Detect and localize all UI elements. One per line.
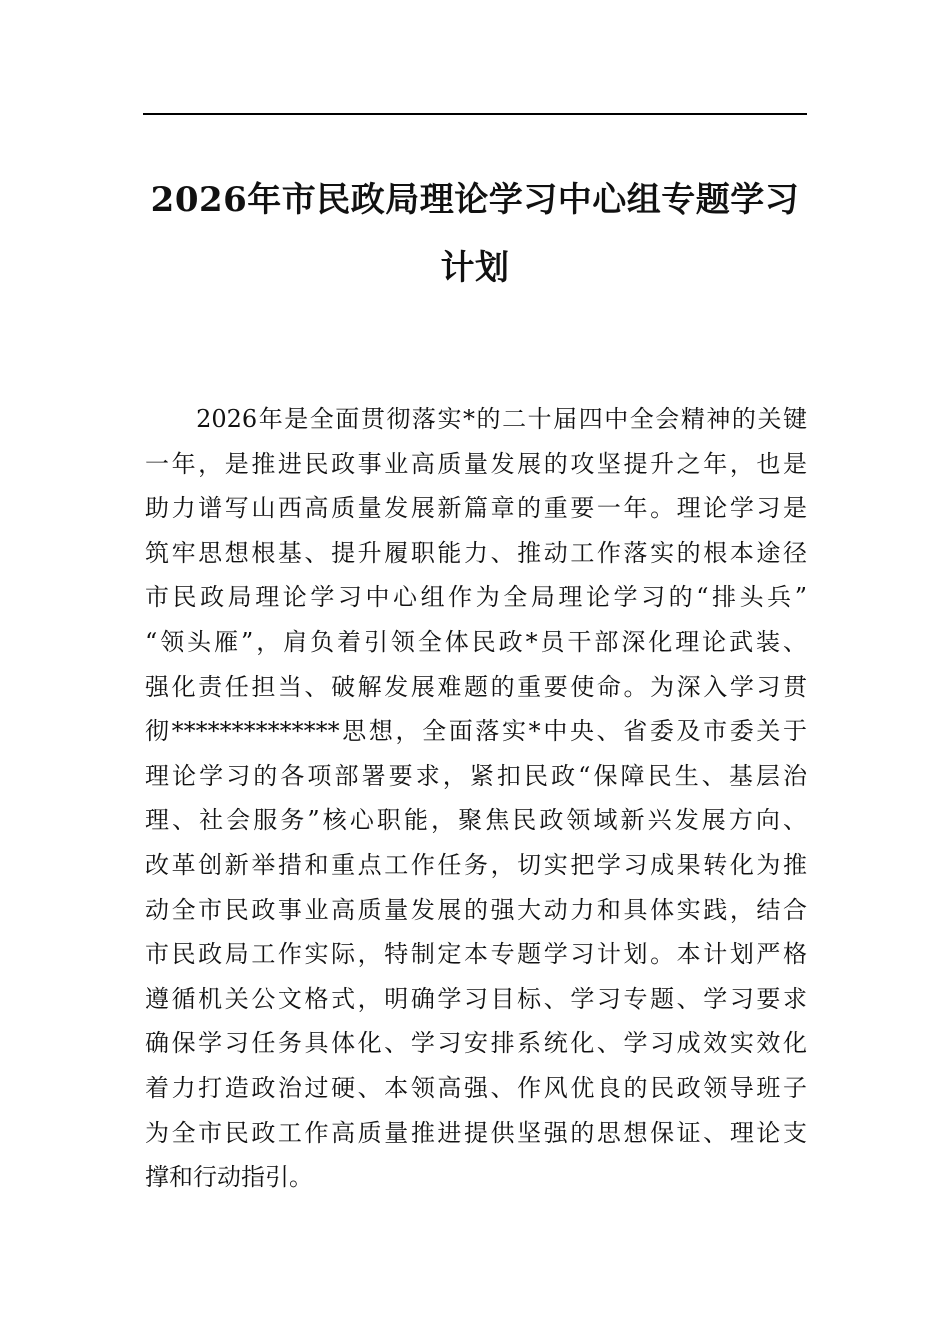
title-line: 计划 bbox=[440, 248, 510, 288]
paragraph-line: 2026年是全面贯彻落实*的二十届四中全会精神的关键 bbox=[145, 405, 807, 433]
paragraph-line: 强化责任担当、破解发展难题的重要使命。为深入学习贯 bbox=[145, 672, 807, 701]
body-paragraph bbox=[145, 397, 807, 1200]
paragraph-line: 彻**************思想，全面落实*中央、省委及市委关于 bbox=[145, 717, 807, 746]
paragraph-line: 筑牢思想根基、提升履职能力、推动工作落实的根本途径 bbox=[145, 538, 807, 567]
paragraph-line: 遵循机关公文格式，明确学习目标、学习专题、学习要求 bbox=[145, 984, 807, 1013]
paragraph-line: 市民政局理论学习中心组作为全局理论学习的“排头兵” bbox=[145, 583, 807, 612]
paragraph-line: 撑和行动指引。 bbox=[145, 1163, 313, 1192]
paragraph-line: 一年，是推进民政事业高质量发展的攻坚提升之年，也是 bbox=[145, 449, 807, 478]
title-line: 2026年市民政局理论学习中心组专题学习 bbox=[150, 180, 800, 220]
document-title bbox=[143, 166, 807, 302]
paragraph-line: 理、社会服务”核心职能，聚焦民政领域新兴发展方向、 bbox=[145, 806, 807, 835]
paragraph-line: 助力谱写山西高质量发展新篇章的重要一年。理论学习是 bbox=[145, 494, 807, 523]
paragraph-line: 改革创新举措和重点工作任务，切实把学习成果转化为推 bbox=[145, 850, 807, 879]
paragraph-line: 市民政局工作实际，特制定本专题学习计划。本计划严格 bbox=[145, 940, 807, 969]
paragraph-line: “领头雁”，肩负着引领全体民政*员干部深化理论武装、 bbox=[145, 627, 807, 656]
paragraph-line: 确保学习任务具体化、学习安排系统化、学习成效实效化 bbox=[145, 1029, 807, 1058]
paragraph-line: 为全市民政工作高质量推进提供坚强的思想保证、理论支 bbox=[145, 1118, 807, 1147]
paragraph-line: 着力打造政治过硬、本领高强、作风优良的民政领导班子 bbox=[145, 1073, 807, 1102]
header-rule bbox=[143, 113, 807, 115]
paragraph-line: 动全市民政事业高质量发展的强大动力和具体实践，结合 bbox=[145, 895, 807, 924]
paragraph-line: 理论学习的各项部署要求，紧扣民政“保障民生、基层治 bbox=[145, 761, 807, 790]
